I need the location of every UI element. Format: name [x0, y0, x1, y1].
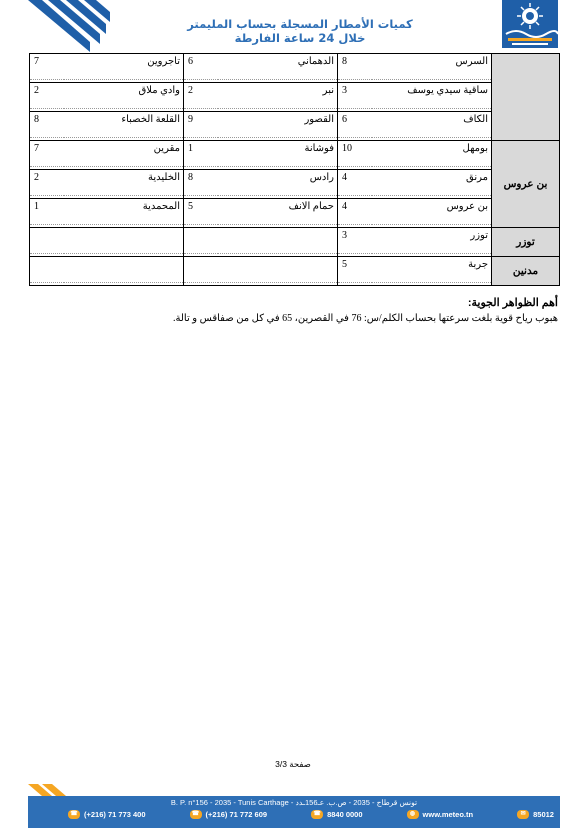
station-name: بن عروس: [372, 199, 492, 228]
footer-contacts: [68, 810, 554, 819]
rainfall-value: 2: [30, 170, 64, 199]
rainfall-value: 3: [338, 228, 372, 257]
globe-icon: ◍: [407, 810, 419, 819]
rainfall-value: 1: [30, 199, 64, 228]
station-name: حمام الانف: [218, 199, 338, 228]
rainfall-value: [184, 257, 218, 286]
footer-website-link[interactable]: ◍ www.meteo.tn: [407, 810, 474, 819]
rainfall-value: 7: [30, 141, 64, 170]
station-name: [218, 257, 338, 286]
station-name: القصور: [218, 112, 338, 141]
station-name: توزر: [372, 228, 492, 257]
station-name: مقرين: [64, 141, 184, 170]
table-row: [30, 199, 560, 228]
rainfall-value: 8: [30, 112, 64, 141]
weather-phenomena-heading: أهم الظواهر الجوية:: [467, 297, 558, 309]
rainfall-value: 9: [184, 112, 218, 141]
footer-phone-3[interactable]: ☎ 8840 0000: [311, 810, 362, 819]
table-row: [30, 228, 560, 257]
phone-icon: ☎: [68, 810, 80, 819]
station-name: جربة: [372, 257, 492, 286]
station-name: الكاف: [372, 112, 492, 141]
station-name: [64, 228, 184, 257]
table-row: [30, 112, 560, 141]
station-name: تاجروين: [64, 54, 184, 83]
document-subtitle: خلال 24 ساعة الفارطة: [234, 31, 366, 45]
rainfall-value: 7: [30, 54, 64, 83]
rainfall-table: [29, 53, 560, 286]
station-name: وادي ملاق: [64, 83, 184, 112]
fax-icon: ☎: [190, 810, 202, 819]
station-name: القلعة الخصباء: [64, 112, 184, 141]
station-name: ساقية سيدي يوسف: [372, 83, 492, 112]
rainfall-value: 6: [338, 112, 372, 141]
station-name: الخليدية: [64, 170, 184, 199]
table-row: [30, 170, 560, 199]
table-row: [30, 83, 560, 112]
footer-short-number[interactable]: ✉ 85012: [517, 810, 554, 819]
station-name: مرنق: [372, 170, 492, 199]
rainfall-value: [30, 257, 64, 286]
rainfall-value: [30, 228, 64, 257]
station-name: بومهل: [372, 141, 492, 170]
footer-phone-1[interactable]: ☎ (+216) 71 773 400: [68, 810, 146, 819]
station-name: السرس: [372, 54, 492, 83]
station-name: رادس: [218, 170, 338, 199]
rainfall-value: 10: [338, 141, 372, 170]
weather-phenomena-text: هبوب رياح قوية بلغت سرعتها بحساب الكلم/س: 76 في القصرين، 65 في كل من صفاقس و تالة.: [173, 313, 558, 324]
rainfall-value: 5: [184, 199, 218, 228]
table-row: [30, 54, 560, 83]
rainfall-value: 6: [184, 54, 218, 83]
footer-stripes-decoration: [28, 784, 560, 796]
footer-phone-2[interactable]: ☎ (+216) 71 772 609: [190, 810, 268, 819]
station-name: الدهماني: [218, 54, 338, 83]
footer-bar: [28, 784, 560, 828]
station-name: [218, 228, 338, 257]
station-name: نبر: [218, 83, 338, 112]
rainfall-value: 2: [184, 83, 218, 112]
rainfall-value: 4: [338, 170, 372, 199]
document-title: كميات الأمطار المسجلة بحساب المليمتر: [187, 17, 413, 31]
region-label: [492, 54, 560, 141]
station-name: المحمدية: [64, 199, 184, 228]
region-label: بن عروس: [492, 141, 560, 228]
footer-address: B. P. n°156 - 2035 - Tunis Carthage - تونس قرطاج - 2035 - ص.ب. عـ156ـدد: [170, 798, 418, 807]
rainfall-value: 1: [184, 141, 218, 170]
table-row: [30, 141, 560, 170]
rainfall-value: 3: [338, 83, 372, 112]
region-label: توزر: [492, 228, 560, 257]
table-row: [30, 257, 560, 286]
region-label: مدنين: [492, 257, 560, 286]
rainfall-value: 4: [338, 199, 372, 228]
rainfall-value: 8: [184, 170, 218, 199]
rainfall-value: 5: [338, 257, 372, 286]
institute-logo: [502, 0, 558, 48]
station-name: فوشانة: [218, 141, 338, 170]
page-number: صفحة 3/3: [275, 759, 311, 769]
rainfall-value: 8: [338, 54, 372, 83]
corner-stripes-decoration: [0, 0, 110, 60]
message-icon: ✉: [517, 810, 529, 819]
rainfall-value: [184, 228, 218, 257]
station-name: [64, 257, 184, 286]
phone-icon: ☎: [311, 810, 323, 819]
rainfall-value: 2: [30, 83, 64, 112]
